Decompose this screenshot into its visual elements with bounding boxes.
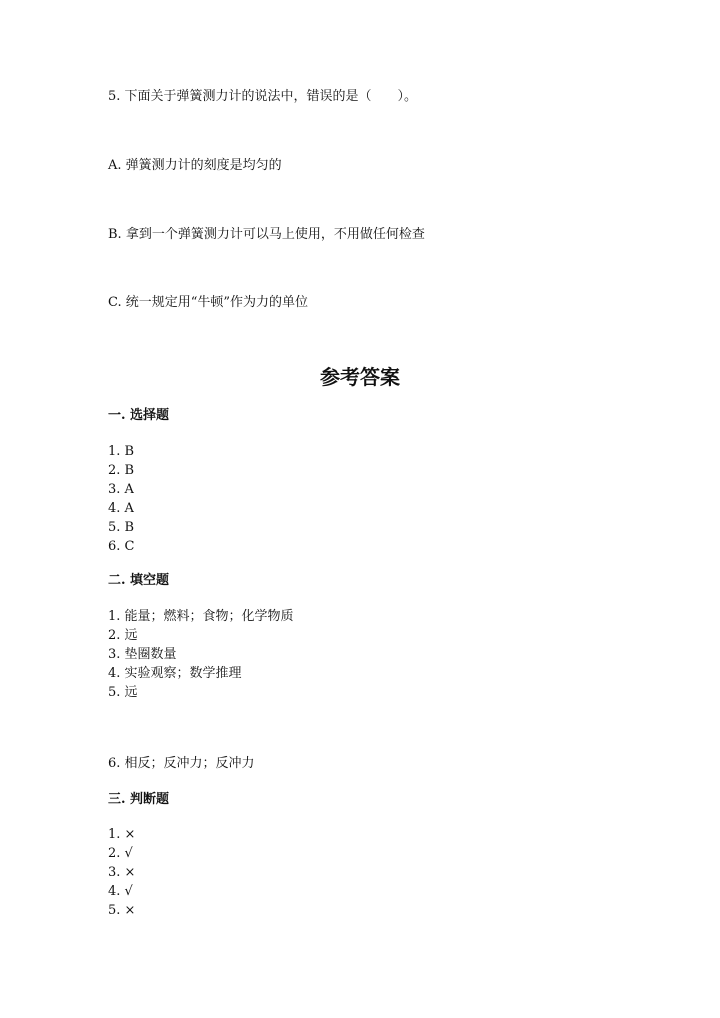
list-item: 5. × bbox=[108, 903, 136, 918]
section-heading-judge: 三. 判断题 bbox=[108, 792, 170, 807]
option-b: B. 拿到一个弹簧测力计可以马上使用，不用做任何检查 bbox=[108, 227, 425, 242]
list-item: 4. 实验观察；数学推理 bbox=[108, 666, 242, 681]
option-c: C. 统一规定用“牛顿”作为力的单位 bbox=[108, 295, 309, 310]
list-item: 3. A bbox=[108, 482, 134, 497]
list-item: 1. 能量；燃料；食物；化学物质 bbox=[108, 609, 294, 624]
section-heading-choice: 一. 选择题 bbox=[108, 408, 170, 423]
list-item: 4. A bbox=[108, 501, 134, 516]
choice-answer-list bbox=[108, 442, 134, 556]
list-item: 6. 相反；反冲力；反冲力 bbox=[108, 756, 255, 771]
list-item: 3. × bbox=[108, 865, 136, 880]
answer-key-title: 参考答案 bbox=[320, 365, 400, 389]
list-item: 2. 远 bbox=[108, 628, 138, 643]
list-item: 5. B bbox=[108, 520, 135, 535]
list-item: 3. 垫圈数量 bbox=[108, 647, 177, 662]
fill-answer-list bbox=[108, 607, 294, 702]
section-heading-fill: 二. 填空题 bbox=[108, 573, 170, 588]
question-stem: 5. 下面关于弹簧测力计的说法中，错误的是（ ）。 bbox=[108, 89, 418, 104]
list-item: 6. C bbox=[108, 539, 135, 554]
list-item: 4. √ bbox=[108, 884, 133, 899]
list-item: 2. √ bbox=[108, 846, 133, 861]
list-item: 2. B bbox=[108, 463, 135, 478]
list-item: 1. × bbox=[108, 827, 136, 842]
option-a: A. 弹簧测力计的刻度是均匀的 bbox=[108, 158, 282, 173]
list-item: 5. 远 bbox=[108, 685, 138, 700]
judge-answer-list bbox=[108, 825, 135, 920]
list-item: 1. B bbox=[108, 444, 135, 459]
